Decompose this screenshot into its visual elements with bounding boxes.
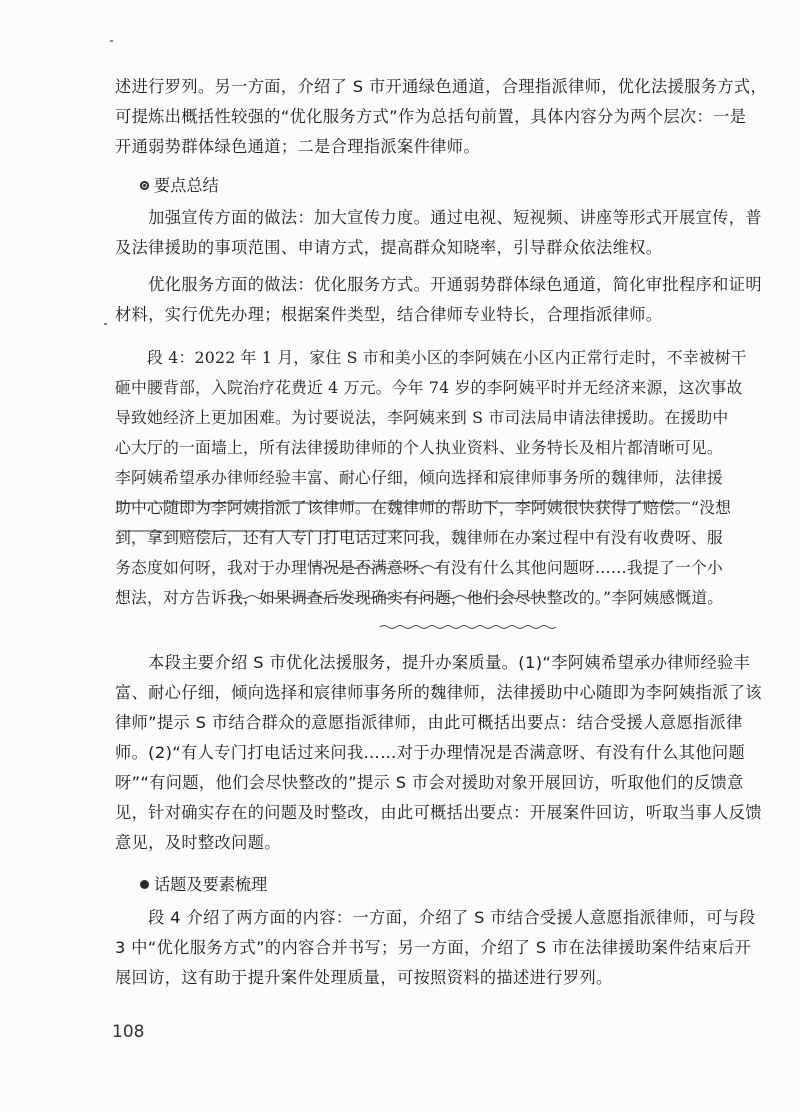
text-line: 律师”提示 S 市结合群众的意愿指派律师，由此可概括出要点：结合受援人意愿指派律 <box>115 713 743 732</box>
paragraph-topics <box>115 903 756 993</box>
paragraph-analysis <box>115 648 762 858</box>
text-line: 段 4：2022 年 1 月，家住 S 市和美小区的李阿姨在小区内正常行走时，不幸被树干 <box>115 348 747 367</box>
paragraph-source-material <box>115 343 747 613</box>
bullet-icon <box>140 181 149 190</box>
section-heading-topics <box>140 870 267 900</box>
text-line: 助中心随即为李阿姨指派了该律师。在魏律师的帮助下，李阿姨很快获得了赔偿。“没想 <box>115 498 732 517</box>
scan-speck <box>104 323 107 325</box>
text-line: 师。(2)“有人专门打电话过来问我……对于办理情况是否满意呀、有没有什么其他问题 <box>115 743 746 762</box>
text-line: 展回访，这有助于提升案件处理质量，可按照资料的描述进行罗列。 <box>115 968 613 987</box>
heading-text: 要点总结 <box>154 176 219 195</box>
text-line: 李阿姨希望承办律师经验丰富、耐心仔细，倾向选择和宸律师事务所的魏律师，法律援 <box>115 468 723 487</box>
paragraph-service <box>115 270 762 330</box>
paragraph-intro <box>115 72 768 162</box>
section-heading-summary <box>140 171 219 201</box>
text-line: 3 中“优化服务方式”的内容合并书写；另一方面，介绍了 S 市在法律援助案件结束后开 <box>115 938 752 957</box>
text-line: 见，针对确实存在的问题及时整改，由此可概括出要点：开展案件回访，听取当事人反馈 <box>115 803 762 822</box>
heading-text: 话题及要素梳理 <box>154 875 268 894</box>
text-line: 段 4 介绍了两方面的内容：一方面，介绍了 S 市结合受援人意愿指派律师，可与段 <box>115 908 756 927</box>
text-line: 导致她经济上更加困难。为讨要说法，李阿姨来到 S 市司法局申请法律援助。在援助中 <box>115 408 729 427</box>
bullet-icon <box>140 880 149 889</box>
text-line: 述进行罗列。另一方面，介绍了 S 市开通绿色通道，合理指派律师，优化法援服务方式， <box>115 77 768 96</box>
text-line: 本段主要介绍 S 市优化法援服务，提升办案质量。(1)“李阿姨希望承办律师经验丰 <box>115 653 751 672</box>
text-line: 开通弱势群体绿色通道；二是合理指派案件律师。 <box>115 137 480 156</box>
scan-speck <box>110 40 113 42</box>
text-line: 到，拿到赔偿后，还有人专门打电话过来问我，魏律师在办案过程中有没有收费呀、服 <box>115 528 723 547</box>
text-line: 砸中腰背部，入院治疗花费近 4 万元。今年 74 岁的李阿姨平时并无经济来源，这次事故 <box>115 378 743 397</box>
text-line: 材料，实行优先办理；根据案件类型，结合律师专业特长，合理指派律师。 <box>115 305 663 324</box>
text-line: 务态度如何呀，我对于办理情况是否满意呀、有没有什么其他问题呀……我提了一个小 <box>115 558 723 577</box>
text-line: 富、耐心仔细，倾向选择和宸律师事务所的魏律师，法律援助中心随即为李阿姨指派了该 <box>115 683 762 702</box>
text-line: 加强宣传方面的做法：加大宣传力度。通过电视、短视频、讲座等形式开展宣传，普 <box>115 208 762 227</box>
page-number: 108 <box>112 1022 145 1042</box>
text-line: 想法，对方告诉我，如果调查后发现确实有问题，他们会尽快整改的。”李阿姨感慨道。 <box>115 588 724 607</box>
text-line: 可提炼出概括性较强的“优化服务方式”作为总括句前置，具体内容分为两个层次：一是 <box>115 107 747 126</box>
text-line: 优化服务方面的做法：优化服务方式。开通弱势群体绿色通道，简化审批程序和证明 <box>115 275 762 294</box>
text-line: 意见，及时整改问题。 <box>115 833 281 852</box>
text-line: 及法律援助的事项范围、申请方式，提高群众知晓率，引导群众依法维权。 <box>115 238 663 257</box>
paragraph-publicity <box>115 203 762 263</box>
text-line: 呀”“有问题，他们会尽快整改的”提示 S 市会对援助对象开展回访，听取他们的反馈意 <box>115 773 744 792</box>
text-line: 心大厅的一面墙上，所有法律援助律师的个人执业资料、业务特长及相片都清晰可见。 <box>115 438 723 457</box>
